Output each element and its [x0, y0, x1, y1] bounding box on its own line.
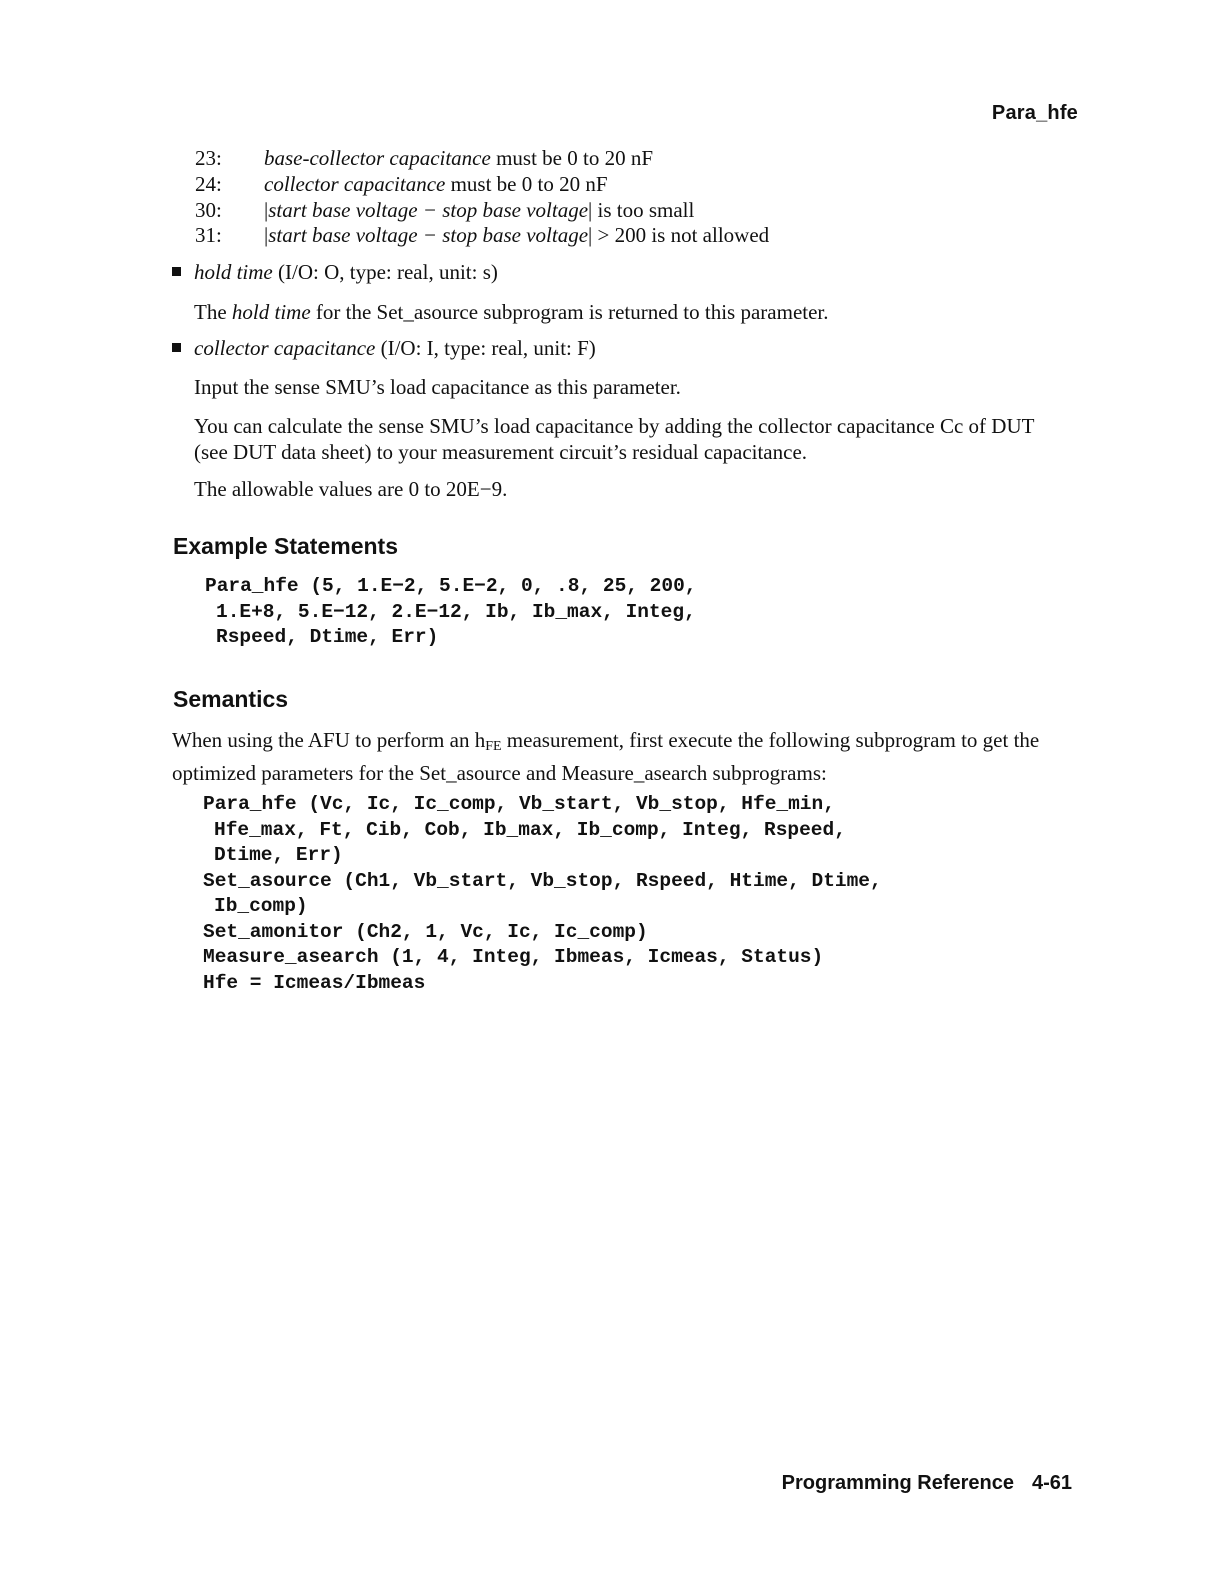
code-line: Rspeed, Dtime, Err) — [216, 626, 439, 648]
param-name: hold time — [194, 260, 273, 284]
error-code-text: collector capacitance must be 0 to 20 nF — [264, 171, 608, 196]
param-description: Input the sense SMU’s load capacitance as this parameter. — [194, 375, 681, 399]
error-code-row — [195, 172, 769, 198]
footer-section: Programming Reference — [781, 1472, 1014, 1494]
param-name: collector capacitance — [194, 336, 376, 360]
code-line: Measure_asearch (1, 4, Integ, Ibmeas, Icmeas, Status) — [203, 946, 824, 968]
code-line: Para_hfe (5, 1.E−2, 5.E−2, 0, .8, 25, 200, — [205, 575, 697, 597]
param-spec: (I/O: I, type: real, unit: F) — [375, 336, 596, 360]
section-title-example: Example Statements — [173, 533, 398, 559]
section-title-semantics: Semantics — [173, 686, 289, 712]
code-line: Para_hfe (Vc, Ic, Ic_comp, Vb_start, Vb_stop, Hfe_min, — [203, 793, 835, 815]
page-number: 4-61 — [1031, 1472, 1072, 1494]
error-code-list — [195, 146, 769, 249]
error-code-text: |start base voltage − stop base voltage| > 200 is not allowed — [264, 223, 770, 248]
param-description: The allowable values are 0 to 20E−9. — [194, 477, 508, 501]
running-header: Para_hfe — [991, 102, 1078, 124]
error-code-row — [195, 198, 769, 224]
code-line: Hfe = Icmeas/Ibmeas — [203, 971, 426, 994]
code-line: Set_amonitor (Ch2, 1, Vc, Ic, Ic_comp) — [203, 920, 648, 943]
param-hold-time — [172, 260, 498, 285]
param-collector-capacitance — [172, 336, 596, 361]
code-line: Set_asource (Ch1, Vb_start, Vb_stop, Rspeed, Htime, Dtime, — [203, 869, 882, 892]
code-line: Dtime, Err) — [214, 844, 343, 866]
code-line: Hfe_max, Ft, Cib, Cob, Ib_max, Ib_comp, Integ, Rspeed, — [214, 818, 846, 841]
error-code-row — [195, 223, 769, 249]
semantics-code — [203, 792, 882, 996]
bullet-icon — [172, 343, 181, 352]
error-code-number: 31: — [195, 223, 222, 248]
param-description: The hold time for the Set_asource subprogram is returned to this parameter. — [194, 300, 829, 324]
error-code-row — [195, 146, 769, 172]
error-code-number: 30: — [195, 197, 222, 222]
param-description: You can calculate the sense SMU’s load capacitance by adding the collector capacitance Cc of DUT (see DUT data sheet) to your measurement circuit’s residual capacitance. — [194, 414, 1035, 464]
bullet-icon — [172, 267, 181, 276]
code-line: Ib_comp) — [214, 895, 308, 917]
page-footer — [782, 1472, 1072, 1495]
error-code-text: base-collector capacitance must be 0 to 20 nF — [264, 146, 654, 170]
error-code-text: |start base voltage − stop base voltage| is too small — [264, 197, 695, 222]
error-code-number: 24: — [195, 171, 222, 196]
code-line: 1.E+8, 5.E−12, 2.E−12, Ib, Ib_max, Integ, — [216, 600, 696, 623]
example-code — [205, 574, 696, 651]
semantics-intro: When using the AFU to perform an $h_{FE}$ measurement, first execute the following subprogram to get the optimized parameters for the Set_asource and Measure_asearch subprograms: — [172, 728, 1040, 785]
error-code-number: 23: — [195, 146, 222, 170]
param-spec: (I/O: O, type: real, unit: s) — [272, 260, 498, 284]
